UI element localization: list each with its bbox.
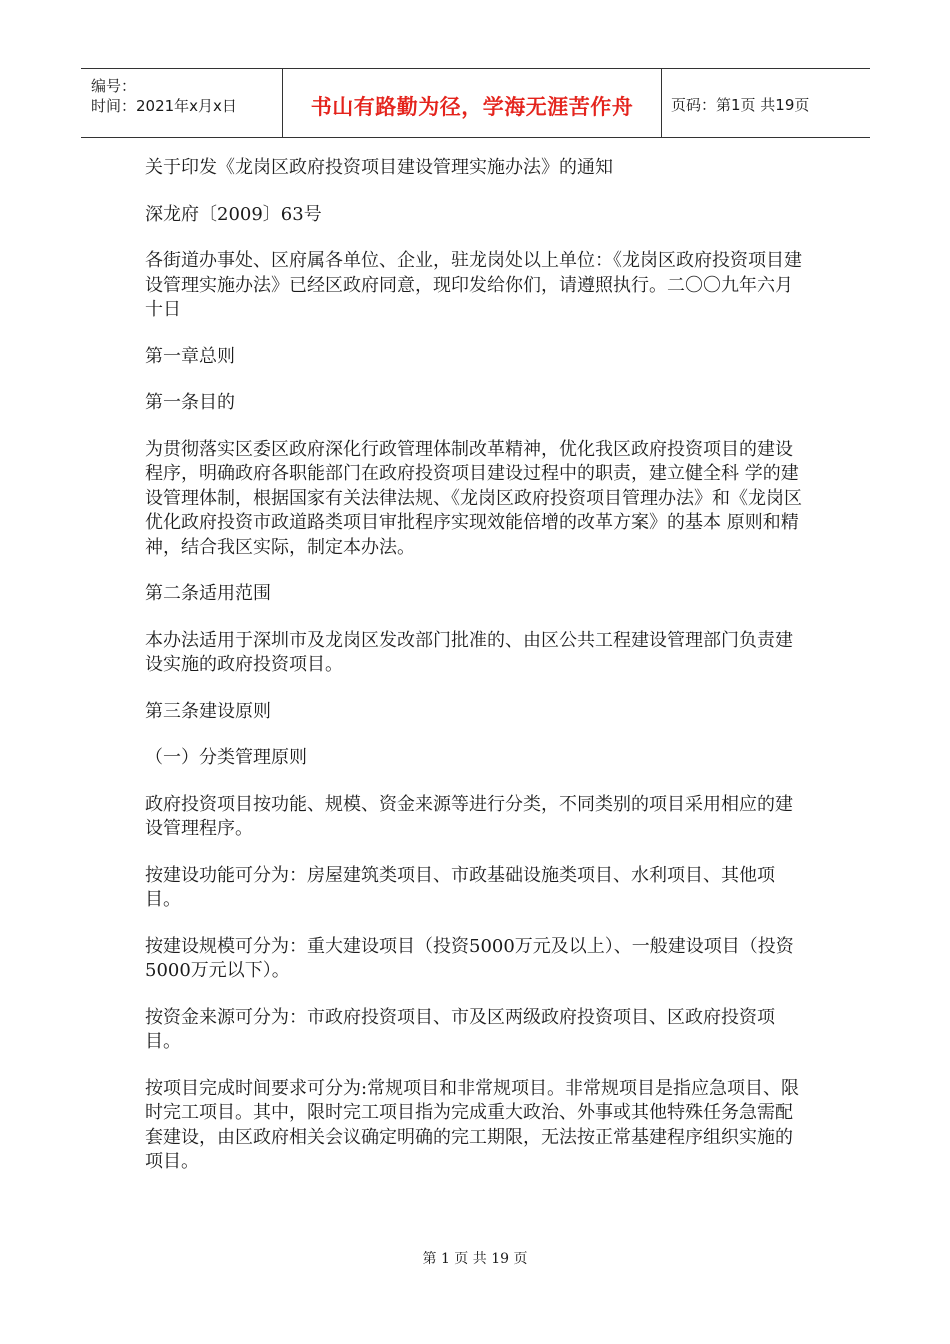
article-heading: 第三条建设原则: [145, 700, 271, 722]
chapter-heading: 第一章总则: [145, 345, 235, 367]
document-body: [145, 156, 810, 1197]
body-paragraph: 按建设规模可分为：重大建设项目（投资5000万元及以上）、一般建设项目（投资5000万元以下）。: [145, 935, 794, 981]
document-title: 关于印发《龙岗区政府投资项目建设管理实施办法》的通知: [145, 157, 613, 178]
page-footer: 第 1 页 共 19 页: [422, 1251, 528, 1267]
article-heading: 第二条适用范围: [145, 583, 271, 604]
section-heading: （一）分类管理原则: [145, 747, 307, 768]
page-header: [81, 68, 870, 138]
document-reference-number: 深龙府〔2009〕63号: [145, 203, 322, 225]
body-paragraph: 本办法适用于深圳市及龙岗区发改部门批准的、由区公共工程建设管理部门负责建设实施的政府投资项目。: [145, 629, 793, 675]
header-page-info: 页码：第1页 共19页: [671, 96, 810, 114]
body-paragraph: 各街道办事处、区府属各单位、企业，驻龙岗处以上单位：《龙岗区政府投资项目建设管理实施办法》已经区政府同意，现印发给你们，请遵照执行。二〇〇九年六月十日: [145, 250, 802, 320]
body-paragraph: 按建设功能可分为：房屋建筑类项目、市政基础设施类项目、水利项目、其他项目。: [145, 864, 775, 910]
header-page-cell: [662, 69, 870, 137]
body-paragraph: 政府投资项目按功能、规模、资金来源等进行分类，不同类别的项目采用相应的建设管理程序。: [145, 793, 793, 839]
body-paragraph: 按项目完成时间要求可分为:常规项目和非常规项目。非常规项目是指应急项目、限时完工项目。其中，限时完工项目指为完成重大政治、外事或其他特殊任务急需配套建设，由区政府相关会议确定明确的完工期限，无法按正常基建程序组织实施的项目。: [145, 1077, 800, 1172]
article-heading: 第一条目的: [145, 392, 235, 413]
header-motto: 书山有路勤为径，学海无涯苦作舟: [310, 95, 634, 119]
document-number-label: 编号：: [91, 77, 137, 95]
document-date-label: 时间：2021年x月x日: [91, 97, 237, 115]
header-meta-cell: [81, 69, 283, 137]
header-motto-cell: [283, 69, 662, 137]
body-paragraph: 按资金来源可分为：市政府投资项目、市及区两级政府投资项目、区政府投资项目。: [145, 1006, 775, 1052]
body-paragraph: 为贯彻落实区委区政府深化行政管理体制改革精神，优化我区政府投资项目的建设程序，明确政府各职能部门在政府投资项目建设过程中的职责，建立健全科 学的建设管理体制，根据国家有关法律法规、《龙岗区政府投资项目管理办法》和《龙岗区优化政府投资市政道路类项目审批程序实现效能倍增的改革方案》的基本 原则和精神，结合我区实际，制定本办法。: [145, 438, 802, 558]
